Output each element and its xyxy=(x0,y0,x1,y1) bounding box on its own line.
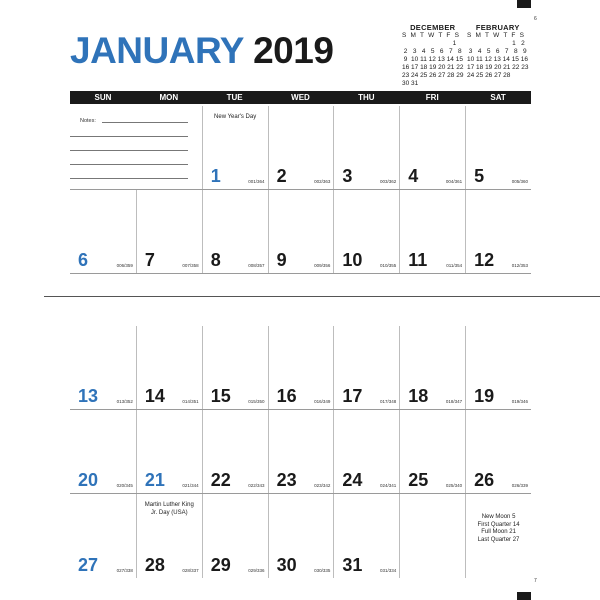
mini-calendar-row: 1 2 xyxy=(467,40,525,47)
day-number: 6 xyxy=(78,250,89,270)
day-cell[interactable] xyxy=(399,190,465,273)
day-cell[interactable] xyxy=(399,494,465,578)
day-cell[interactable] xyxy=(136,410,202,516)
day-number: 7 xyxy=(144,250,155,270)
day-cell[interactable] xyxy=(399,326,465,409)
notes-line xyxy=(102,122,188,123)
day-cell[interactable] xyxy=(70,190,136,273)
day-of-year-count: 019/346 xyxy=(511,399,528,404)
day-of-year-count: 026/339 xyxy=(511,483,528,488)
day-number: 25 xyxy=(408,470,429,490)
notes-line xyxy=(70,164,188,165)
day-number: 13 xyxy=(78,386,99,406)
day-cell[interactable] xyxy=(333,494,399,578)
day-number: 22 xyxy=(210,470,231,490)
mini-calendar-row: 1 xyxy=(402,40,457,47)
mini-calendar-row: 16 17 18 19 20 21 22 xyxy=(402,64,464,71)
day-cell[interactable] xyxy=(136,190,202,273)
weekday-wed: WED xyxy=(291,93,310,102)
day-number: 26 xyxy=(474,470,495,490)
day-of-year-count: 017/348 xyxy=(379,399,397,404)
day-of-year-count: 016/349 xyxy=(314,399,331,404)
day-number: 30 xyxy=(276,555,297,575)
day-cell[interactable] xyxy=(399,106,465,189)
day-of-year-count: 027/338 xyxy=(116,568,133,573)
mini-calendar-row: 9 10 11 12 13 14 15 xyxy=(402,56,463,63)
day-cell[interactable] xyxy=(465,494,531,578)
day-number: 2 xyxy=(276,166,287,186)
day-number: 24 xyxy=(342,470,363,490)
moon-phases xyxy=(468,514,529,544)
day-cell[interactable] xyxy=(136,494,202,578)
day-number: 12 xyxy=(474,250,495,270)
day-cell[interactable] xyxy=(136,326,202,409)
day-number: 11 xyxy=(408,250,428,270)
mini-calendar-december xyxy=(402,24,463,88)
day-number: 28 xyxy=(144,555,165,575)
day-of-year-count: 024/341 xyxy=(379,483,397,488)
day-cell[interactable] xyxy=(268,410,334,493)
week-row xyxy=(70,190,531,274)
day-of-year-count: 008/357 xyxy=(248,263,265,268)
day-of-year-count: 011/354 xyxy=(446,263,463,268)
page-fold-divider xyxy=(44,296,600,297)
notes-area[interactable] xyxy=(70,106,202,190)
day-cell[interactable] xyxy=(333,410,399,493)
day-cell[interactable] xyxy=(399,410,465,493)
holiday-label: New Year's Day xyxy=(214,114,257,120)
day-cell[interactable] xyxy=(465,326,531,409)
tab-marker-top xyxy=(517,0,531,8)
mini-calendar-february xyxy=(467,24,528,80)
tab-marker-bottom xyxy=(517,592,531,600)
notes-line xyxy=(70,136,188,137)
notes-label: Notes: xyxy=(80,118,96,124)
day-cell[interactable] xyxy=(465,190,531,273)
moon-phase-line: First Quarter 14 xyxy=(477,521,520,528)
moon-phase-line: New Moon 5 xyxy=(481,514,516,520)
day-of-year-count: 001/364 xyxy=(248,179,265,184)
day-number: 8 xyxy=(210,250,221,270)
day-number: 21 xyxy=(144,470,165,490)
weekday-fri: FRI xyxy=(425,93,439,102)
moon-phase-line: Last Quarter 27 xyxy=(477,536,520,543)
week-row xyxy=(70,410,531,516)
moon-phase-line: Full Moon 21 xyxy=(481,529,516,535)
day-cell[interactable] xyxy=(268,190,334,273)
day-of-year-count: 002/363 xyxy=(314,179,331,184)
page-number-bottom: 7 xyxy=(534,578,537,584)
mini-calendar-weekdays: S M T W T F S xyxy=(402,32,460,39)
mini-calendar-row: 10 11 12 13 14 15 16 xyxy=(467,56,528,63)
day-cell[interactable] xyxy=(268,326,334,409)
day-of-year-count: 010/355 xyxy=(379,263,397,268)
page-title xyxy=(70,30,333,72)
weekday-sat: SAT xyxy=(490,93,506,102)
day-cell[interactable] xyxy=(268,106,334,189)
day-of-year-count: 005/360 xyxy=(511,179,528,184)
day-of-year-count: 028/337 xyxy=(182,568,199,573)
day-number: 15 xyxy=(210,386,231,406)
mini-calendar-row: 3 4 5 6 7 8 9 xyxy=(467,48,527,55)
day-number: 18 xyxy=(408,386,429,406)
day-of-year-count: 013/352 xyxy=(116,399,133,404)
day-of-year-count: 006/359 xyxy=(116,263,133,268)
day-cell[interactable] xyxy=(333,106,399,189)
week-row xyxy=(70,106,531,190)
day-of-year-count: 014/351 xyxy=(182,399,199,404)
title-month: JANUARY xyxy=(70,30,244,71)
day-of-year-count: 025/340 xyxy=(445,483,463,488)
day-number: 20 xyxy=(78,470,99,490)
day-cell[interactable] xyxy=(202,190,268,273)
day-number: 10 xyxy=(342,250,363,270)
mini-calendar-row: 2 3 4 5 6 7 8 xyxy=(402,48,462,55)
day-cell[interactable] xyxy=(268,494,334,578)
day-of-year-count: 029/336 xyxy=(248,568,265,573)
day-number: 9 xyxy=(276,250,287,270)
day-number: 29 xyxy=(210,555,231,575)
day-number: 5 xyxy=(474,166,485,186)
day-cell[interactable] xyxy=(202,410,268,493)
day-number: 31 xyxy=(342,555,363,575)
week-row xyxy=(70,494,531,578)
day-number: 19 xyxy=(474,386,495,406)
day-of-year-count: 004/361 xyxy=(445,179,463,184)
day-cell[interactable] xyxy=(465,106,531,189)
weekday-header xyxy=(70,91,531,104)
day-cell[interactable] xyxy=(70,410,136,493)
day-number: 16 xyxy=(276,386,297,406)
day-number: 23 xyxy=(276,470,297,490)
day-of-year-count: 022/343 xyxy=(248,483,265,488)
notes-line xyxy=(70,150,188,151)
mini-calendar-row: 17 18 19 20 21 22 23 xyxy=(467,64,529,71)
day-cell[interactable] xyxy=(465,410,531,493)
day-of-year-count: 021/344 xyxy=(182,483,199,488)
day-of-year-count: 015/350 xyxy=(248,399,265,404)
day-cell[interactable] xyxy=(202,326,268,409)
holiday-label: Martin Luther King Jr. Day (USA) xyxy=(144,502,194,516)
weekday-sun: SUN xyxy=(94,93,112,102)
day-number: 27 xyxy=(78,555,99,575)
day-number: 14 xyxy=(144,386,165,406)
weekday-tue: TUE xyxy=(226,93,243,102)
day-of-year-count: 020/345 xyxy=(116,483,133,488)
weekday-thu: THU xyxy=(358,93,375,102)
day-number: 1 xyxy=(210,166,221,186)
day-number: 3 xyxy=(342,166,353,186)
mini-calendar-row: 23 24 25 26 27 28 29 xyxy=(402,72,464,79)
mini-calendar-row: 24 25 26 27 28 xyxy=(467,72,511,79)
day-cell[interactable] xyxy=(333,326,399,409)
day-cell[interactable] xyxy=(333,190,399,273)
day-of-year-count: 003/362 xyxy=(379,179,397,184)
day-of-year-count: 031/334 xyxy=(379,568,397,573)
page-number-top: 6 xyxy=(534,16,537,22)
mini-calendar-row: 30 31 xyxy=(402,80,419,87)
day-cell[interactable] xyxy=(202,494,268,578)
mini-calendar-weekdays: S M T W T F S xyxy=(467,32,525,39)
day-of-year-count: 012/353 xyxy=(511,263,528,268)
day-of-year-count: 007/358 xyxy=(182,263,199,268)
week-row xyxy=(70,326,531,410)
day-cell[interactable] xyxy=(70,326,136,409)
day-cell[interactable] xyxy=(202,106,268,189)
day-number: 4 xyxy=(408,166,419,186)
weekday-mon: MON xyxy=(159,93,179,102)
notes-line xyxy=(70,178,188,179)
day-cell[interactable] xyxy=(70,494,136,578)
mini-calendar-name: DECEMBER xyxy=(410,23,456,32)
day-of-year-count: 018/347 xyxy=(445,399,463,404)
day-number: 17 xyxy=(342,386,363,406)
day-of-year-count: 023/342 xyxy=(314,483,331,488)
day-of-year-count: 009/356 xyxy=(314,263,331,268)
mini-calendar-name: FEBRUARY xyxy=(475,23,520,32)
day-of-year-count: 030/335 xyxy=(314,568,331,573)
title-year: 2019 xyxy=(253,30,334,71)
